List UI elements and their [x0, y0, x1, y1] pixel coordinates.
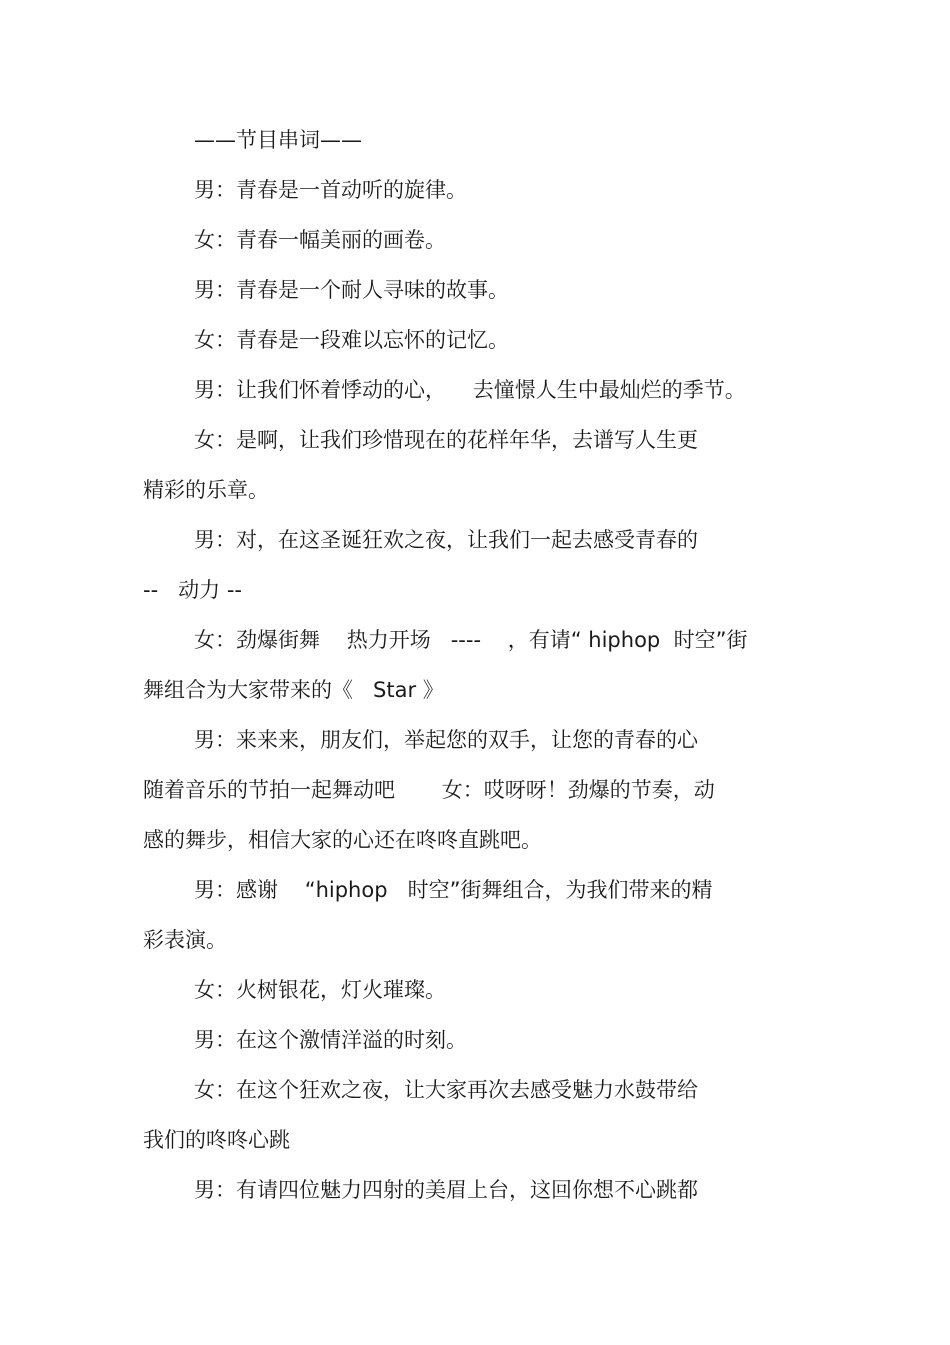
text-line: 舞组合为大家带来的《 Star 》: [143, 678, 444, 702]
text-line: 男：在这个激情洋溢的时刻。: [194, 1028, 467, 1052]
text-line: 男：青春是一首动听的旋律。: [194, 178, 467, 202]
text-line: 男：对，在这圣诞狂欢之夜，让我们一起去感受青春的: [194, 528, 698, 552]
text-line: 男：青春是一个耐人寻味的故事。: [194, 278, 509, 302]
text-line: 随着音乐的节拍一起舞动吧 女：哎呀呀！劲爆的节奏，动: [143, 778, 715, 802]
text-line: 女：在这个狂欢之夜，让大家再次去感受魅力水鼓带给: [194, 1078, 698, 1102]
text-line: 女：是啊，让我们珍惜现在的花样年华，去谱写人生更: [194, 428, 698, 452]
text-line: 男：让我们怀着悸动的心， 去憧憬人生中最灿烂的季节。: [194, 378, 746, 402]
text-line: 男：感谢 “hiphop 时空”街舞组合，为我们带来的精: [194, 878, 713, 902]
text-line: 女：火树银花，灯火璀璨。: [194, 978, 446, 1002]
text-line: 我们的咚咚心跳: [143, 1128, 290, 1152]
text-line: 感的舞步，相信大家的心还在咚咚直跳吧。: [143, 828, 542, 852]
text-line: 彩表演。: [143, 928, 227, 952]
text-line: 女：青春是一段难以忘怀的记忆。: [194, 328, 509, 352]
text-line: 男：来来来，朋友们，举起您的双手，让您的青春的心: [194, 728, 698, 752]
text-line: 女：青春一幅美丽的画卷。: [194, 228, 446, 252]
text-line: 女：劲爆街舞 热力开场 ---- ，有请“ hiphop 时空”街: [194, 628, 748, 652]
text-line: 男：有请四位魅力四射的美眉上台，这回你想不心跳都: [194, 1178, 698, 1202]
text-line: -- 动力 --: [143, 578, 243, 602]
text-line: 精彩的乐章。: [143, 478, 269, 502]
text-line: ——节目串词——: [194, 128, 362, 152]
